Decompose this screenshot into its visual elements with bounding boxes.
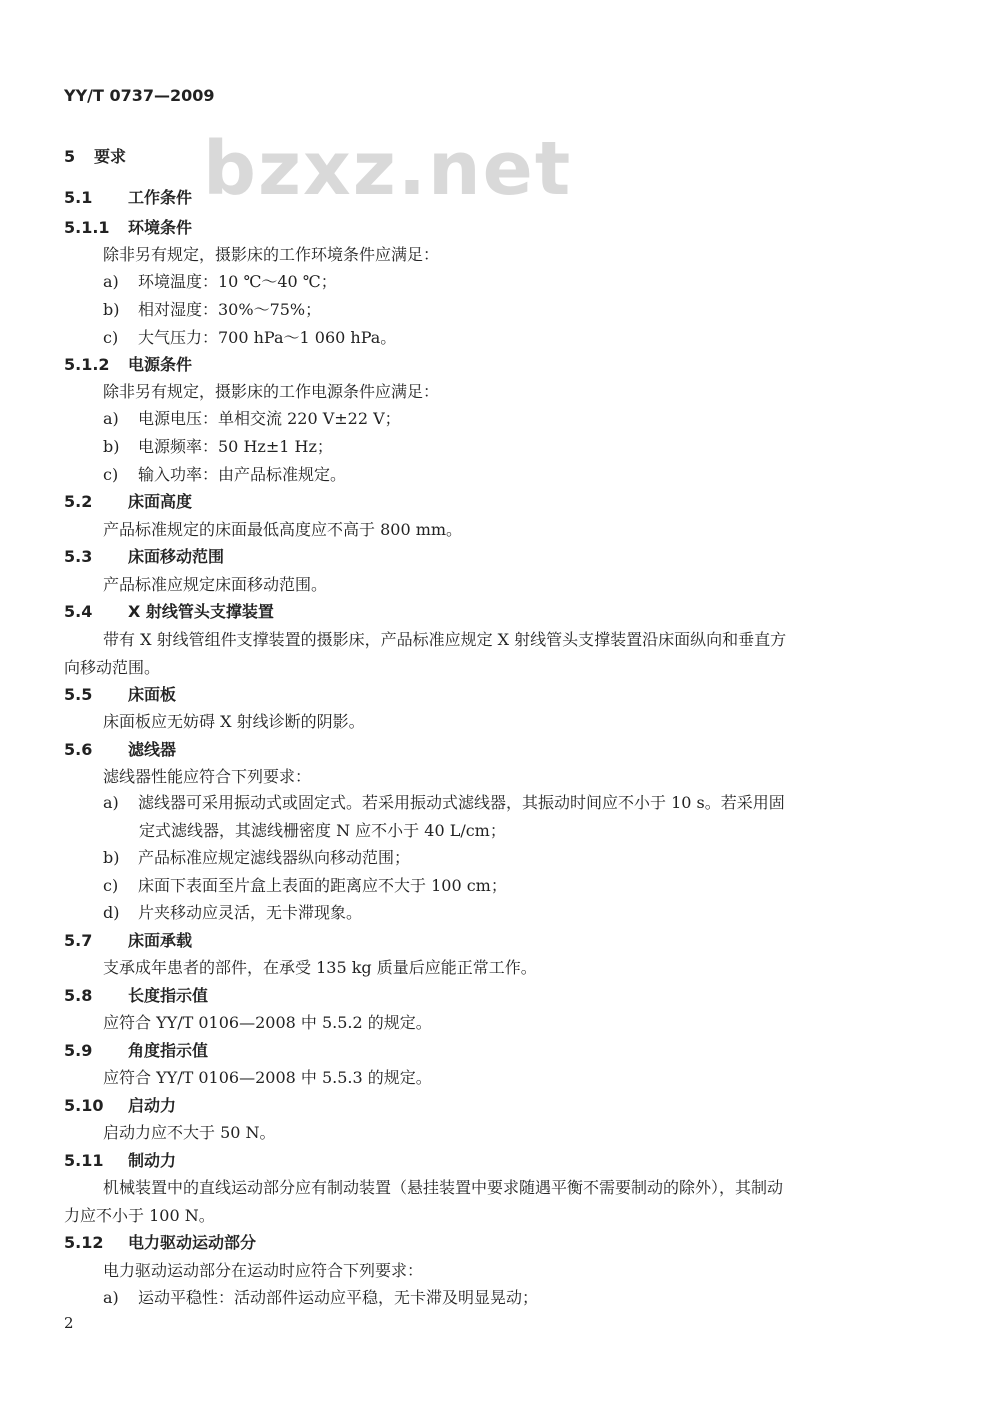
list-item-text: 输入功率：由产品标准规定。 [138,465,347,484]
list-item-text: 片夹移动应灵活，无卡滞现象。 [138,903,363,922]
paragraph-line: 产品标准应规定床面移动范围。 [103,575,328,594]
list-item [103,876,507,896]
section-number: 5.7 [64,931,93,950]
section-number: 5.4 [64,602,93,621]
section-heading [64,685,176,705]
paragraph-line: 滤线器性能应符合下列要求： [103,767,312,786]
section-heading [64,492,192,512]
list-item [103,465,346,485]
list-item-text: 床面下表面至片盒上表面的距离应不大于 100 cm； [138,876,507,895]
list-item-text: 运动平稳性：活动部件运动应平稳，无卡滞及明显晃动； [138,1288,539,1307]
paragraph-line: 电力驱动运动部分在运动时应符合下列要求： [103,1261,424,1280]
section-number: 5.2 [64,492,93,511]
section-heading [64,1233,256,1253]
section-heading [64,931,192,951]
section-heading [64,355,192,375]
section-heading [64,1041,208,1061]
section-number: 5 [64,147,76,166]
list-item-text: 环境温度：10 ℃～40 ℃； [138,272,337,291]
list-item-text: 定式滤线器，其滤线栅密度 N 应不小于 40 L/cm； [139,821,506,840]
list-item [103,328,396,348]
section-title: 制动力 [128,1151,177,1170]
paragraph-line: 机械装置中的直线运动部分应有制动装置（悬挂装置中要求随遇平衡不需要制动的除外），其制动 [103,1178,784,1197]
paragraph-line: 带有 X 射线管组件支撑装置的摄影床，产品标准应规定 X 射线管头支撑装置沿床面纵向和垂直方 [103,630,787,649]
section-number: 5.9 [64,1041,93,1060]
watermark-text: bzxz.net [203,126,573,212]
section-title: 床面移动范围 [128,547,225,566]
paragraph-line: 产品标准规定的床面最低高度应不高于 800 mm。 [103,520,463,539]
list-item [103,848,410,868]
list-marker: b) [103,848,120,867]
list-item-text: 电源电压：单相交流 220 V±22 V； [138,409,401,428]
section-title: 床面高度 [128,492,193,511]
section-title: X 射线管头支撑装置 [128,602,274,621]
list-marker: c) [103,465,119,484]
section-heading [64,218,192,238]
section-heading [64,986,208,1006]
section-number: 5.6 [64,740,93,759]
list-item [139,821,506,841]
section-title: 工作条件 [128,188,193,207]
section-title: 要求 [94,147,127,166]
section-heading [64,740,176,760]
section-heading [64,1151,176,1171]
list-marker: b) [103,300,120,319]
list-marker: c) [103,328,119,347]
section-number: 5.1.2 [64,355,110,374]
paragraph-line: 应符合 YY/T 0106—2008 中 5.5.3 的规定。 [103,1068,432,1087]
section-number: 5.3 [64,547,93,566]
paragraph-line: 支承成年患者的部件，在承受 135 kg 质量后应能正常工作。 [103,958,537,977]
list-marker: a) [103,1288,119,1307]
section-number: 5.1.1 [64,218,110,237]
section-number: 5.8 [64,986,93,1005]
paragraph-line: 应符合 YY/T 0106—2008 中 5.5.2 的规定。 [103,1013,432,1032]
section-title: 角度指示值 [128,1041,209,1060]
section-title: 床面承载 [128,931,193,950]
list-marker: c) [103,876,119,895]
list-item [103,1288,538,1308]
list-item [103,300,321,320]
section-heading [64,188,192,208]
list-item [103,793,785,813]
list-marker: a) [103,409,119,428]
section-heading [64,147,126,167]
section-title: 床面板 [128,685,177,704]
section-number: 5.10 [64,1096,104,1115]
list-marker: a) [103,793,119,812]
section-title: 环境条件 [128,218,193,237]
list-item-text: 大气压力：700 hPa～1 060 hPa。 [138,328,397,347]
section-title: 电源条件 [128,355,193,374]
paragraph-line: 除非另有规定，摄影床的工作电源条件应满足： [103,382,440,401]
list-item-text: 产品标准应规定滤线器纵向移动范围； [138,848,411,867]
section-title: 启动力 [128,1096,177,1115]
list-item-text: 滤线器可采用振动式或固定式。若采用振动式滤线器，其振动时间应不小于 10 s。若采用固 [138,793,785,812]
list-item-text: 相对湿度：30%～75%； [138,300,322,319]
paragraph-line: 向移动范围。 [64,658,161,677]
section-heading [64,1096,176,1116]
list-marker: a) [103,272,119,291]
page-number: 2 [64,1314,74,1332]
section-number: 5.1 [64,188,93,207]
section-heading [64,547,224,567]
list-item [103,437,333,457]
section-title: 长度指示值 [128,986,209,1005]
section-title: 电力驱动运动部分 [128,1233,257,1252]
list-marker: b) [103,437,120,456]
section-number: 5.5 [64,685,93,704]
section-number: 5.11 [64,1151,104,1170]
paragraph-line: 力应不小于 100 N。 [64,1206,215,1225]
paragraph-line: 除非另有规定，摄影床的工作环境条件应满足： [103,245,440,264]
list-item [103,903,362,923]
list-item [103,272,337,292]
section-title: 滤线器 [128,740,177,759]
paragraph-line: 床面板应无妨碍 X 射线诊断的阴影。 [103,712,365,731]
section-number: 5.12 [64,1233,104,1252]
paragraph-line: 启动力应不大于 50 N。 [103,1123,276,1142]
list-item-text: 电源频率：50 Hz±1 Hz； [138,437,333,456]
list-item [103,409,401,429]
standard-code-header: YY/T 0737—2009 [64,86,215,105]
list-marker: d) [103,903,120,922]
section-heading [64,602,274,622]
